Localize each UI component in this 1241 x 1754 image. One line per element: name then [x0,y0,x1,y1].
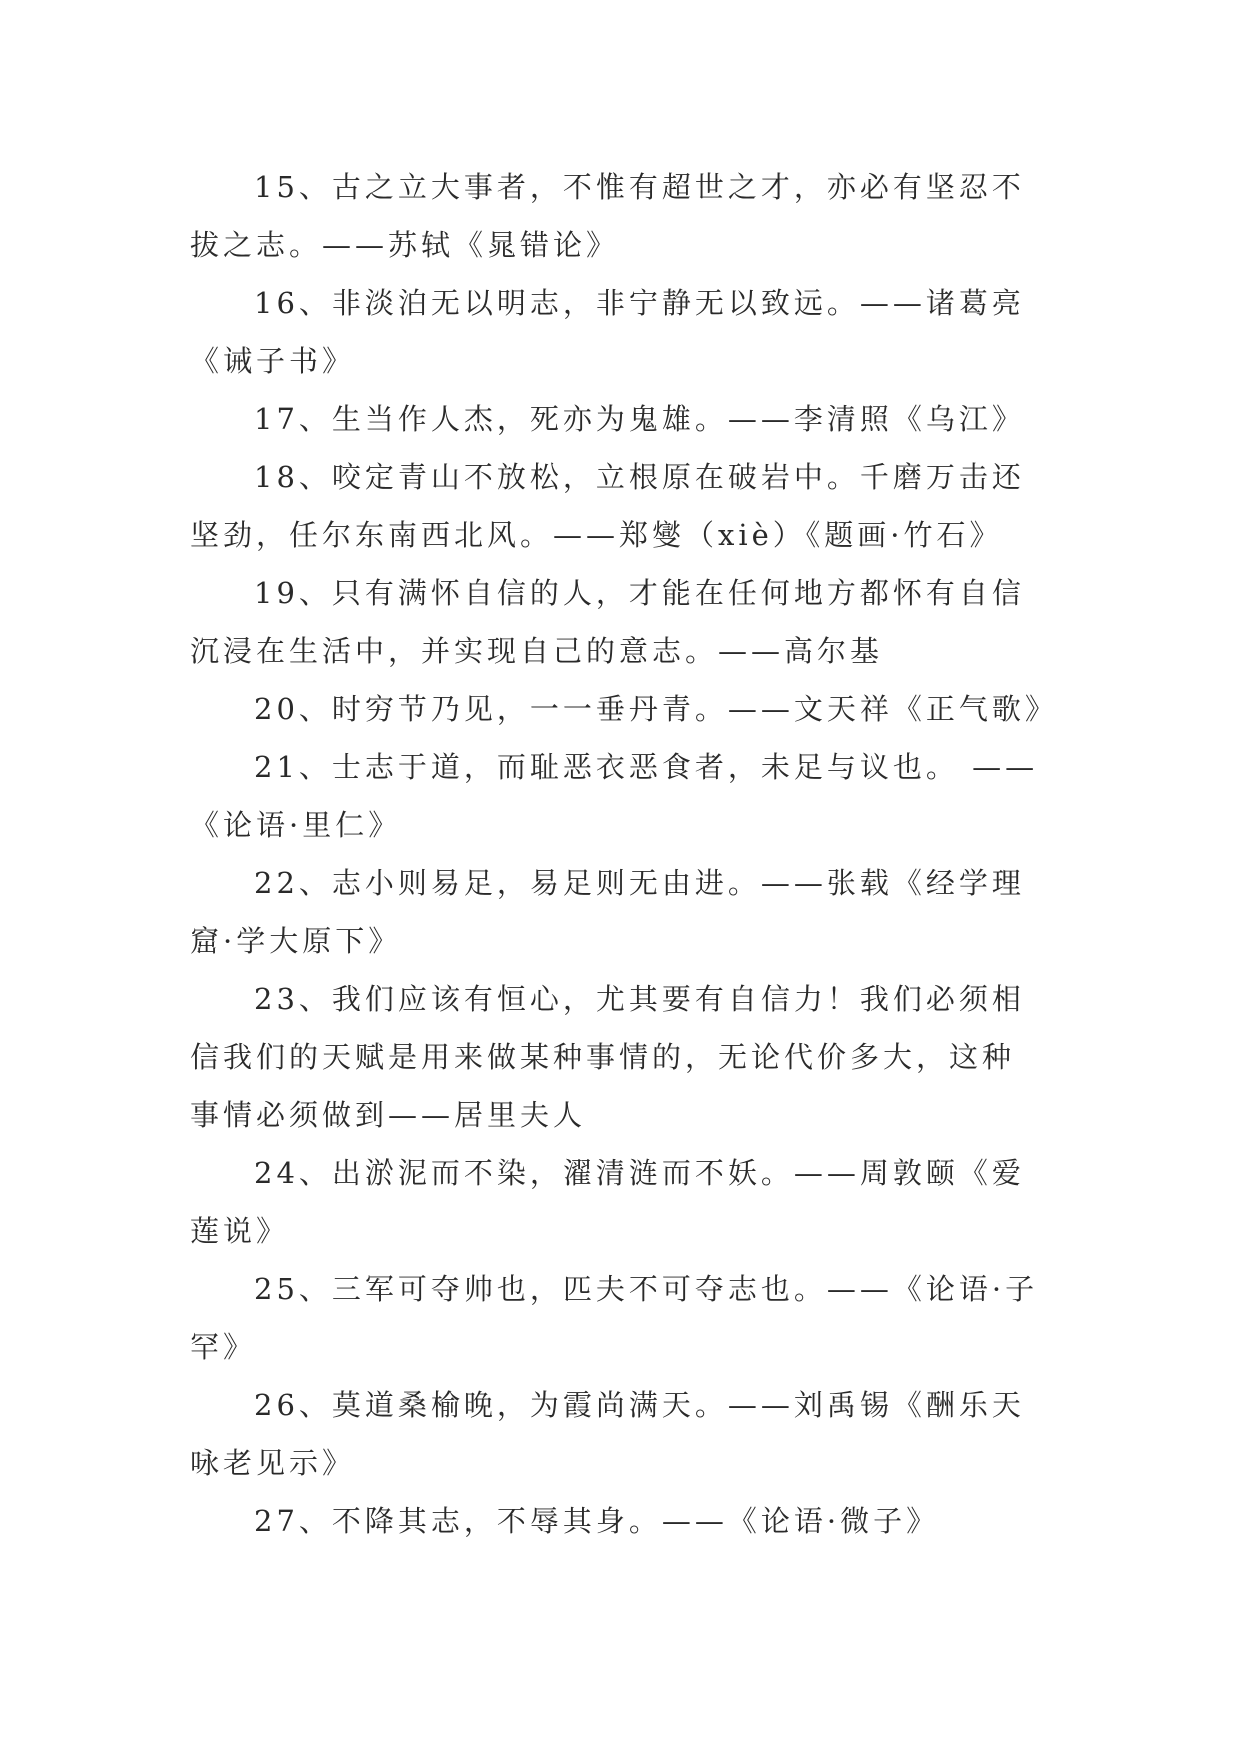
quote-16: 16、非淡泊无以明志，非宁静无以致远。——诸葛亮《诫子书》 [190,286,1025,378]
quote-17: 17、生当作人杰，死亦为鬼雄。——李清照《乌江》 [254,402,1025,436]
quote-15: 15、古之立大事者，不惟有超世之才，亦必有坚忍不拔之志。——苏轼《晁错论》 [190,170,1025,262]
quote-21: 21、士志于道，而耻恶衣恶食者，未足与议也。 ——《论语·里仁》 [190,750,1039,842]
quote-26: 26、莫道桑榆晚，为霞尚满天。——刘禹锡《酬乐天咏老见示》 [190,1388,1025,1480]
quote-19: 19、只有满怀自信的人，才能在任何地方都怀有自信沉浸在生活中，并实现自己的意志。——高尔基 [190,576,1025,668]
quote-27: 27、不降其志，不辱其身。——《论语·微子》 [254,1504,940,1538]
quote-25: 25、三军可夺帅也，匹夫不可夺志也。——《论语·子罕》 [190,1272,1039,1364]
quote-22: 22、志小则易足，易足则无由进。——张载《经学理窟·学大原下》 [190,866,1025,958]
quote-24: 24、出淤泥而不染，濯清涟而不妖。——周敦颐《爱莲说》 [190,1156,1025,1248]
quote-18: 18、咬定青山不放松，立根原在破岩中。千磨万击还坚劲，任尔东南西北风。——郑燮（xiè）《题画·竹石》 [190,460,1025,552]
quote-23: 23、我们应该有恒心，尤其要有自信力！我们必须相信我们的天赋是用来做某种事情的，无论代价多大，这种事情必须做到——居里夫人 [190,982,1025,1132]
quote-list [190,158,1058,1550]
quote-20: 20、时穷节乃见，一一垂丹青。——文天祥《正气歌》 [254,692,1058,726]
